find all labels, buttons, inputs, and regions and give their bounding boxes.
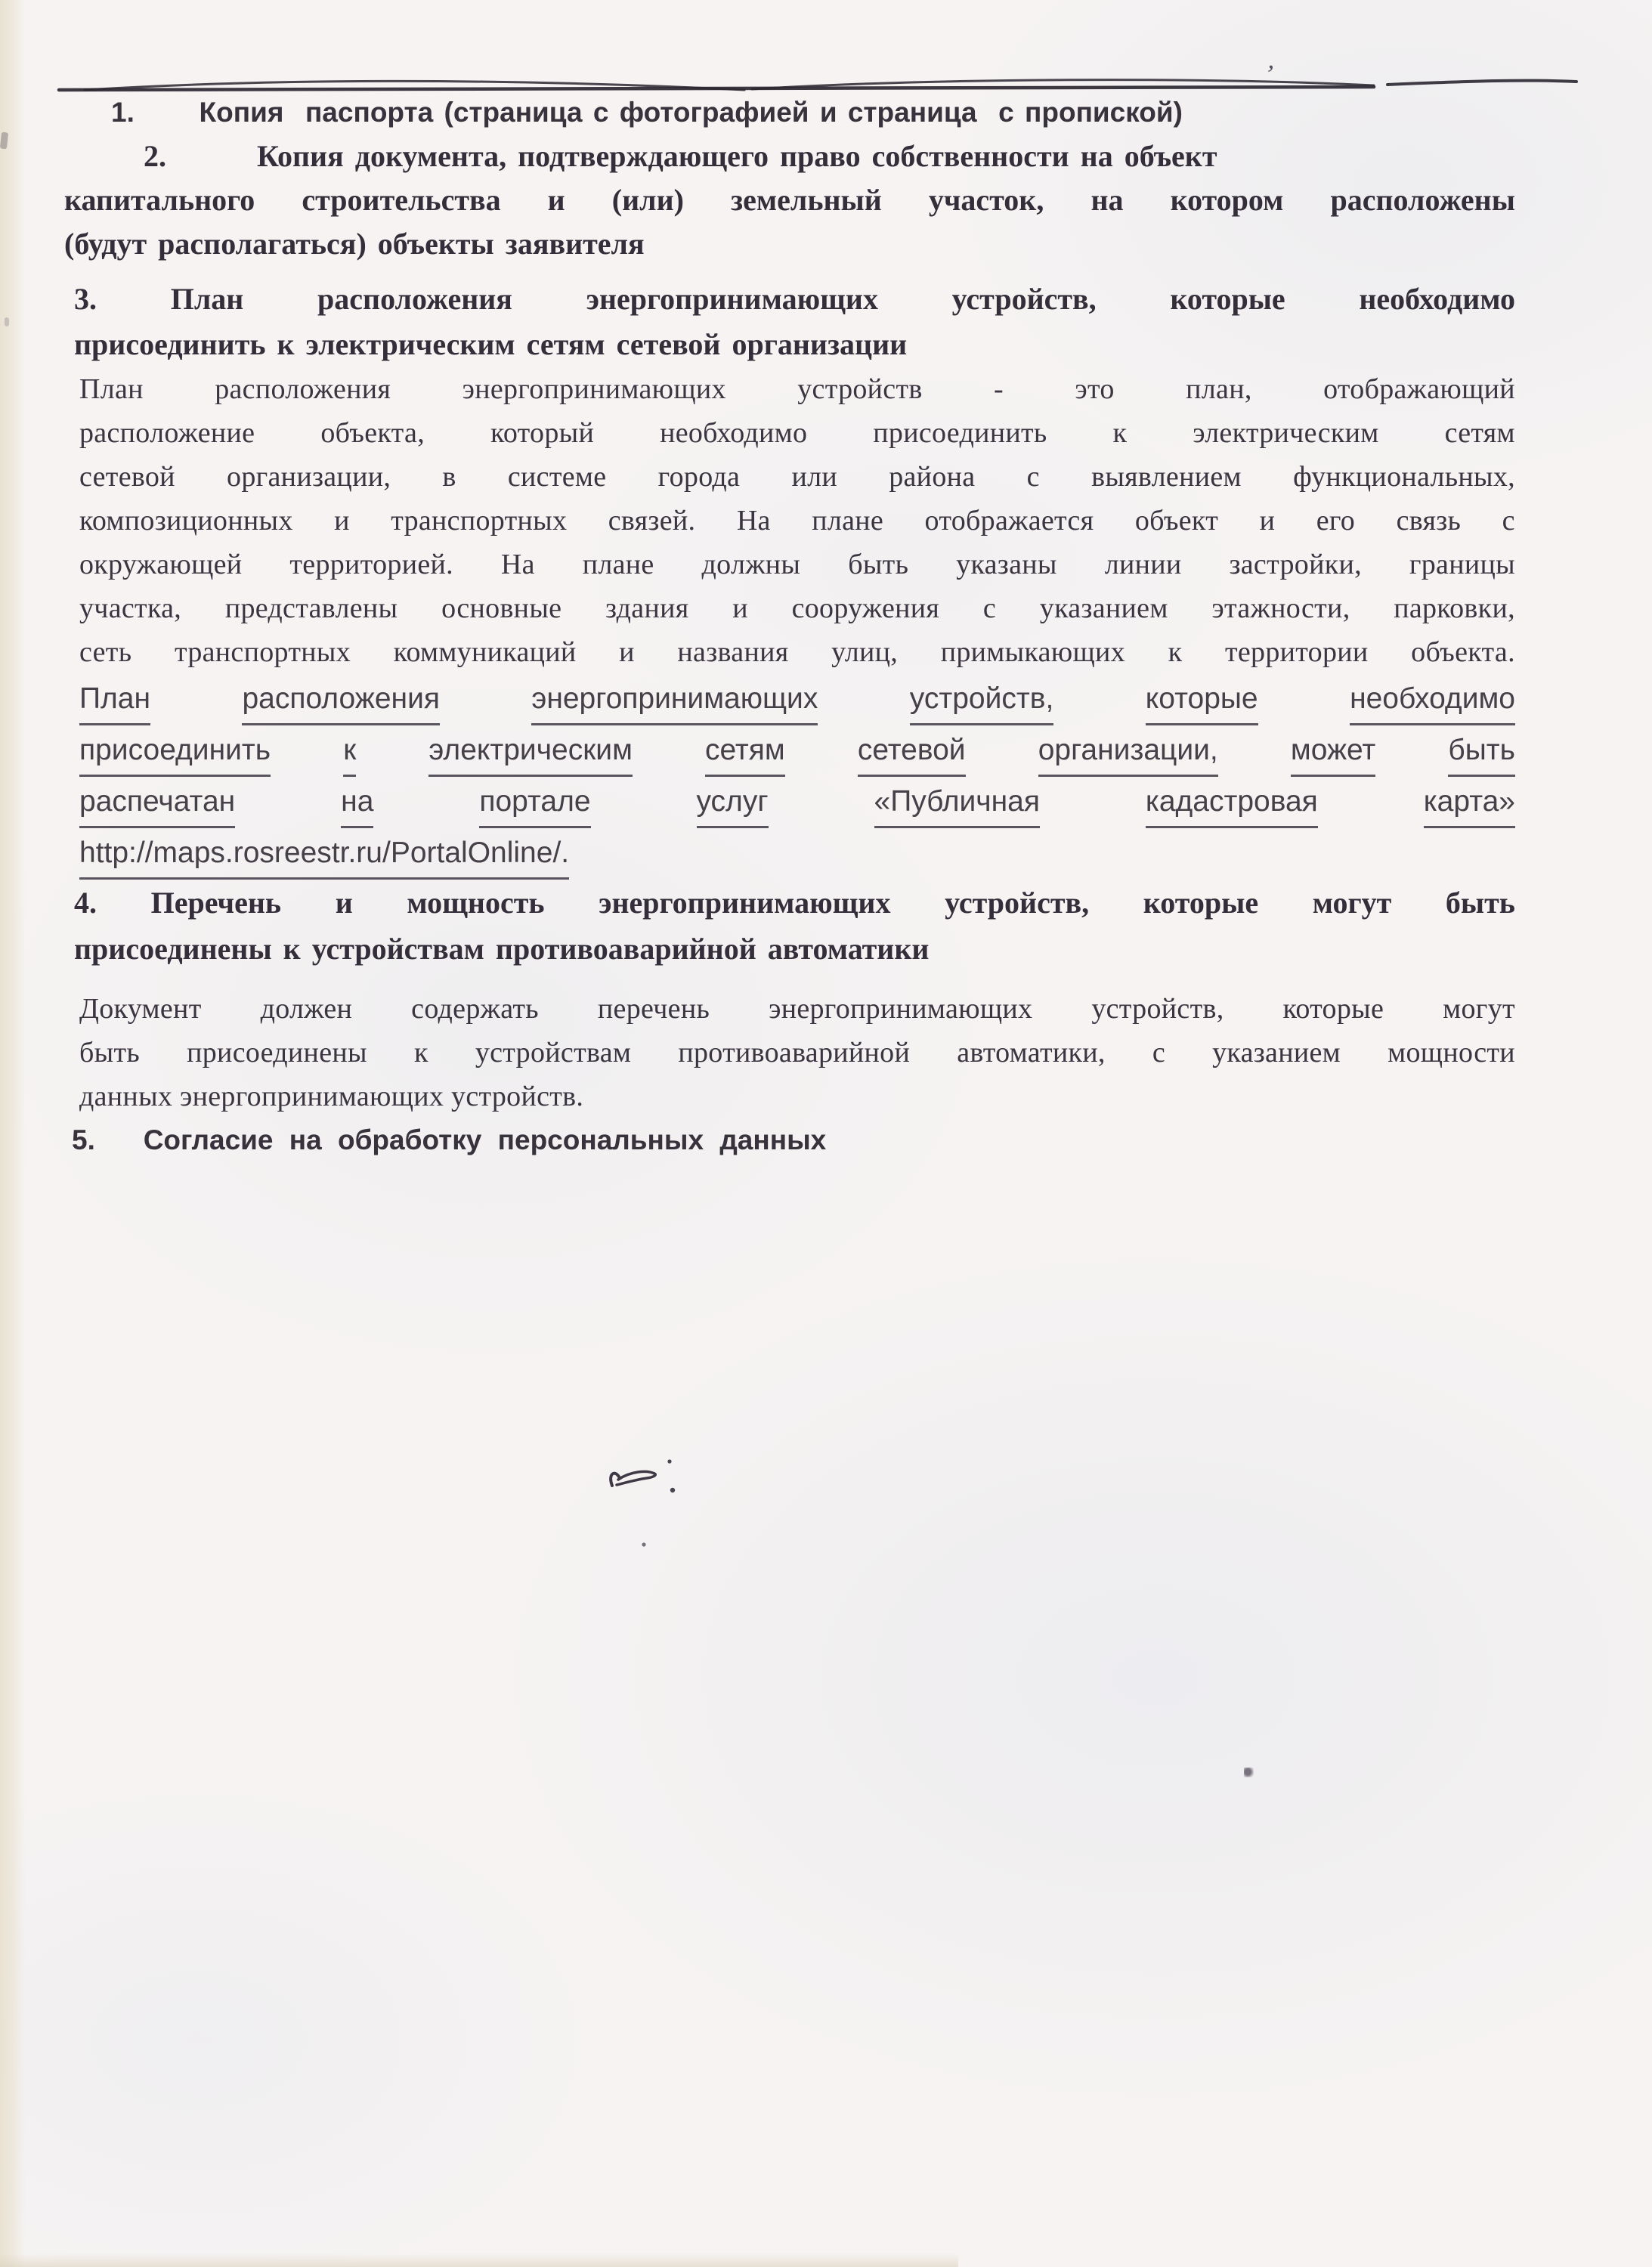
url-text: http://maps.rosreestr.ru/PortalOnline/.: [79, 828, 569, 880]
text-line: присоединить к электрическим сетям сетевой организации, может быть: [79, 725, 1515, 777]
text-line: 4. Перечень и мощность энергопринимающих устройств, которые могут быть: [74, 886, 1515, 920]
para-portal-underlined: [0, 674, 1652, 880]
text-line: распечатан на портале услуг «Публичная кадастровая карта»: [79, 777, 1515, 828]
text-line: быть присоединены к устройствам противоаварийной автоматики, с указанием мощности: [79, 1037, 1515, 1069]
text-line: участка, представлены основные здания и сооружения с указанием этажности, парковки,: [79, 592, 1515, 624]
text-line: 1. Копия паспорта (страница с фотографией и страница с пропиской): [111, 97, 1183, 128]
para-protection-devices: [0, 987, 1652, 1118]
scan-artifact-speck: [1244, 1768, 1254, 1777]
text-line: 3. План расположения энергопринимающих устройств, которые необходимо: [74, 282, 1515, 316]
text-line: 5. Согласие на обработку персональных данных: [72, 1124, 827, 1155]
text-line: сетевой организации, в системе города или района с выявлением функциональных,: [79, 461, 1515, 493]
text-line: 2. Копия документа, подтверждающего право собственности на объект: [64, 139, 1217, 173]
text-line: сеть транспортных коммуникаций и названия улиц, примыкающих к территории объекта.: [79, 636, 1515, 668]
list-item-2: [0, 135, 1652, 266]
text-line: присоединены к устройствам противоаварийной автоматики: [74, 932, 930, 966]
text-line: План расположения энергопринимающих устройств, которые необходимо: [79, 674, 1515, 725]
text-line: [79, 828, 1515, 880]
para-plan-description: [0, 367, 1652, 674]
list-item-4: [0, 880, 1652, 972]
text-line: капитального строительства и (или) земельный участок, на котором расположены: [64, 183, 1515, 217]
text-line: (будут располагаться) объекты заявителя: [64, 227, 645, 261]
text-line: данных энергопринимающих устройств.: [79, 1081, 584, 1112]
text-line: План расположения энергопринимающих устройств - это план, отображающий: [79, 373, 1515, 405]
text-line: присоединить к электрическим сетям сетевой организации: [74, 327, 908, 361]
text-line: расположение объекта, который необходимо присоединить к электрическим сетям: [79, 417, 1515, 449]
list-item-5: [0, 1118, 1652, 1162]
list-item-1: [0, 91, 1652, 135]
text-line: Документ должен содержать перечень энергопринимающих устройств, которые могут: [79, 993, 1515, 1025]
text-line: композиционных и транспортных связей. На плане отображается объект и его связь с: [79, 505, 1515, 537]
text-line: окружающей территорией. На плане должны быть указаны линии застройки, границы: [79, 549, 1515, 580]
document-body: [0, 91, 1652, 1162]
scan-artifact-pen-mark: [597, 1451, 710, 1557]
list-item-3: [0, 277, 1652, 367]
scan-artifact-apostrophe: ’: [1264, 60, 1276, 89]
